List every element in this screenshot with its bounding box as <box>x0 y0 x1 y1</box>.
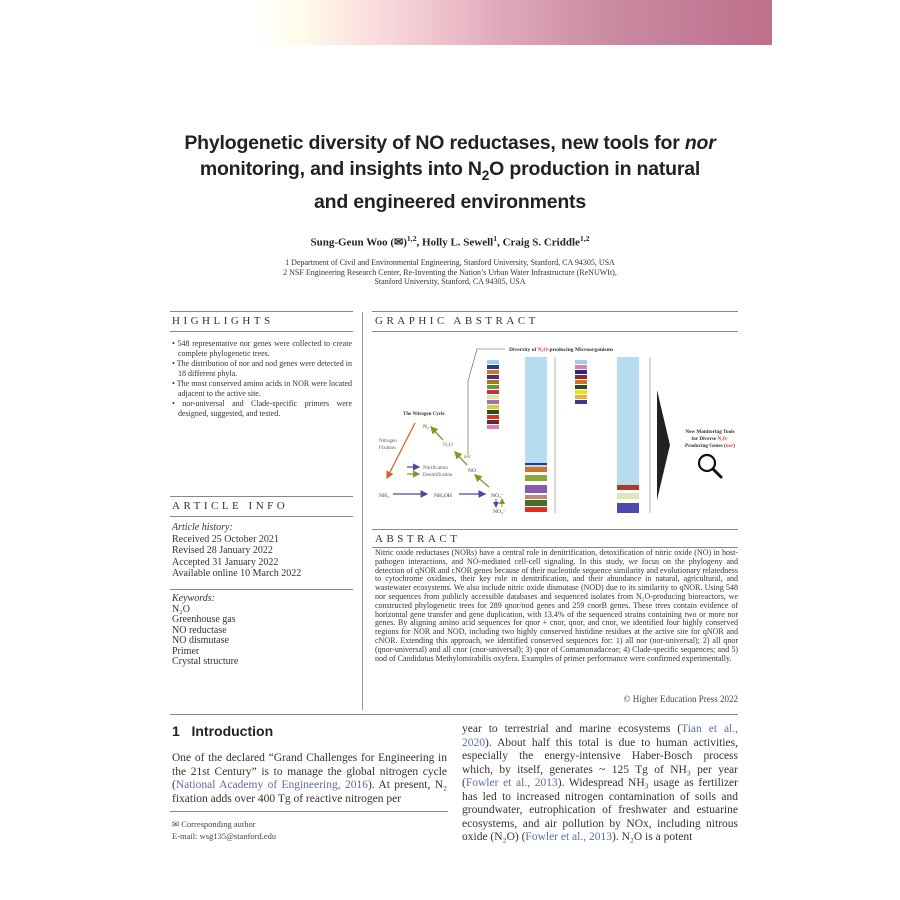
highlight-item: • 548 representative nor genes were collected to create complete phylogenetic trees. <box>172 339 352 359</box>
paper-title <box>150 130 750 215</box>
keyword: Greenhouse gas <box>172 614 236 625</box>
intro-text: ). N₂O is a potent <box>611 831 693 843</box>
author-1-affil: 1,2 <box>406 234 417 243</box>
highlight-item: • The distribution of nor and nod genes were detected in 18 different phyla. <box>172 359 352 379</box>
citation-link[interactable]: Fowler et al., 2013 <box>465 777 558 789</box>
affiliation-2-cont: Stanford University, Stanford, CA 94305, USA <box>374 277 526 286</box>
accepted-date: Accepted 31 January 2022 <box>172 556 279 568</box>
divider <box>170 516 353 517</box>
svg-text:NH₃: NH₃ <box>379 493 389 499</box>
svg-text:The Nitrogen Cycle: The Nitrogen Cycle <box>403 412 445 417</box>
citation-link[interactable]: Tian et al., 2020 <box>462 723 738 749</box>
intro-right-column <box>462 723 738 845</box>
highlights-heading: HIGHLIGHTS <box>172 315 274 327</box>
column-divider <box>362 312 363 710</box>
svg-text:New Monitoring Tools: New Monitoring Tools <box>685 429 735 435</box>
footnote <box>172 818 276 842</box>
svg-text:Nitrogen: Nitrogen <box>379 439 397 444</box>
keyword: N₂O <box>172 603 190 615</box>
abstract-heading: ABSTRACT <box>375 533 461 545</box>
highlight-item: • The most conserved amino acids in NOR were located adjacent to the active site. <box>172 379 352 399</box>
affiliation-1: 1 Department of Civil and Environmental Engineering, Stanford University, Stanford, CA 94305, USA <box>285 258 615 267</box>
intro-text: ). At present, N₂ fixation adds over 400 Tg of reactive nitrogen per <box>172 779 448 805</box>
highlights-list <box>172 339 352 419</box>
received-date: Received 25 October 2021 <box>172 533 279 545</box>
divider <box>170 311 353 312</box>
magnifier-icon <box>699 455 721 477</box>
introduction-heading <box>172 723 273 739</box>
title-sub: 2 <box>481 167 490 183</box>
intro-text: year to terrestrial and marine ecosystems ( <box>462 723 682 735</box>
svg-text:N₂O: N₂O <box>443 442 453 448</box>
title-line-2a: monitoring, and insights into N <box>199 158 482 180</box>
graphic-abstract-figure <box>365 335 745 515</box>
keyword: NO reductase <box>172 624 227 636</box>
title-line-1: Phylogenetic diversity of NO reductases, new tools for <box>184 132 685 154</box>
intro-left-column <box>172 752 447 806</box>
divider <box>372 529 738 530</box>
svg-text:Producing Genes (nor): Producing Genes (nor) <box>684 443 736 449</box>
svg-text:nor: nor <box>464 455 471 460</box>
article-info-heading: ARTICLE INFO <box>172 500 289 512</box>
divider <box>372 331 738 332</box>
header-color-band <box>128 0 772 45</box>
author-email: E-mail: wsg135@stanford.edu <box>172 831 277 841</box>
svg-text:NO: NO <box>468 468 476 474</box>
history-label: Article history: <box>172 522 233 533</box>
article-history <box>172 522 301 580</box>
citation-link[interactable]: National Academy of Engineering, 2016 <box>175 779 368 791</box>
keywords-label: Keywords: <box>172 593 215 604</box>
copyright: © Higher Education Press 2022 <box>623 694 738 704</box>
intro-text: ). About half this total is due to human activities, especially the energy-intensive Haber-Bosch process which, by itself, generates ~ 125 Tg of NH₃ per year ( <box>462 736 738 789</box>
intro-text: One of the declared “Grand Challenges for Engineering in the 21st Century” is to manage the global nitrogen cycle ( <box>172 752 447 791</box>
affiliations <box>150 258 750 287</box>
graphic-abstract-heading: GRAPHIC ABSTRACT <box>375 315 539 327</box>
abstract-text: Nitric oxide reductases (NORs) have a central role in denitrification, detoxification of nitric oxide (NO) in host-pathogen interactions, and NO-mediated cell-cell signaling. In this study, we focus on the phylogeny and detection of qNOR and cNOR genes because of their nucleotide sequence similarity and evolutionary relatedness to cytochrome oxidases, their key role in denitrification, and their abundance in natural, agricultural, and wastewater ecosystems. We also include nitric oxide dismutase (NOD) due to its similarity to qNOR. Using 548 nor sequences from publicly accessible databases and sequenced isolates from N₂O-producing bioreactors, we constructed phylogenetic trees for 289 qnor/nod genes and 259 cnorB genes. These trees contain evidence of horizontal gene transfer and gene duplication, with 13.4% of the sequenced strains containing two or more nor genes. By aligning amino acid sequences for qnor + cnor, qnor, and cnor, we identified four highly conserved regions for NOR and NOD, including two highly conserved histidine residues at the active site for qNOR and cNOR. Extending this approach, we identified conserved sequences for: 1) all nor (nor-universal); 2) all qnor (qnor-universal) and all cnor (cnor-universal); 3) qnor of Comamonadaceae; 4) Clade-specific sequences; and 5) nod of Candidatus Methylomirabilis oxyfera. Examples of primer performance were confirmed experimentally. <box>375 548 738 663</box>
svg-text:Nitrification: Nitrification <box>423 466 448 471</box>
keyword: NO dismutase <box>172 635 229 646</box>
svg-text:NH₂OH: NH₂OH <box>434 493 452 499</box>
svg-text:Fixation: Fixation <box>379 446 396 451</box>
title-line-2b: O production in natural <box>489 158 701 180</box>
author-3-affil: 1,2 <box>579 234 590 243</box>
divider <box>170 496 353 497</box>
highlight-item: • nor-universal and Clade-specific primers were designed, suggested, and tested. <box>172 399 352 419</box>
citation-link[interactable]: Fowler et al., 2013 <box>525 831 612 843</box>
svg-text:Denitrification: Denitrification <box>423 473 453 478</box>
keyword: Primer <box>172 645 200 657</box>
corresponding-author: ✉ Corresponding author <box>172 819 256 829</box>
divider <box>372 311 738 312</box>
svg-text:Diversity of N₂O-producing Mic: Diversity of N₂O-producing Microorganisms <box>509 347 614 353</box>
section-title: Introduction <box>191 723 274 739</box>
svg-text:NO₃⁻: NO₃⁻ <box>493 509 506 515</box>
svg-text:for Diverse N₂O-: for Diverse N₂O- <box>691 436 729 442</box>
intro-text: ). Widespread NH₃ usage as fertilizer has led to increased nitrogen contamination of soils and groundwater, eutrophication of freshwater and estuarine ecosystems, and air pollution by NOx, including nitrous oxide (N₂O) ( <box>462 777 738 843</box>
author-2-affil: 1 <box>493 234 498 243</box>
author-2: , Holly L. Sewell <box>416 236 494 249</box>
divider <box>170 331 353 332</box>
footnote-divider <box>170 811 448 812</box>
section-number: 1 <box>172 723 180 739</box>
svg-text:NO₂⁻: NO₂⁻ <box>491 493 504 499</box>
svg-text:N₂: N₂ <box>423 424 429 430</box>
author-3: , Craig S. Criddle <box>497 236 580 249</box>
title-italic-nor: nor <box>684 132 716 154</box>
keywords <box>172 594 238 668</box>
revised-date: Revised 28 January 2022 <box>172 545 273 556</box>
online-date: Available online 10 March 2022 <box>172 568 302 579</box>
title-line-3: and engineered environments <box>314 190 586 213</box>
keyword: Crystal structure <box>172 656 239 667</box>
author-1: Sung-Geun Woo (✉) <box>310 236 407 249</box>
section-divider <box>170 714 738 715</box>
author-list <box>150 234 750 249</box>
affiliation-2: 2 NSF Engineering Research Center, Re-Inventing the Nation’s Urban Water Infrastructure (ReNUWIt), <box>283 267 617 277</box>
divider <box>170 589 353 590</box>
